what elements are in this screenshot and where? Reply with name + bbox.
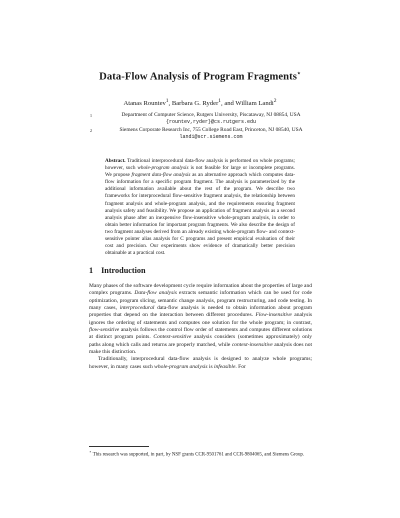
- author-name: Atanas Rountev: [123, 100, 166, 108]
- section-heading: [89, 266, 146, 275]
- affiliation-text: Siemens Corporate Research Inc, 755 College Road East, Princeton, NJ 08540, USA: [119, 127, 303, 133]
- text-run: analysis considers (sometimes approximately) only paths along which calls and returns are properly matched, while: [89, 334, 313, 348]
- abstract-label: Abstract.: [105, 158, 126, 164]
- section-title: Introduction: [101, 266, 146, 275]
- affiliation-email: {rountev,ryder}@cs.rutgers.edu: [165, 119, 256, 125]
- emphasis: whole-program analysis: [154, 363, 208, 370]
- paper-title: [0, 70, 400, 83]
- emphasis: flow-sensitive: [89, 327, 120, 334]
- affiliation-2: [90, 127, 326, 141]
- affiliation-mark: 1: [90, 113, 92, 118]
- text-run: Many phases of the software development cycle require information about the properties of large and complex programs.: [89, 283, 312, 297]
- author-list: [0, 98, 400, 107]
- emphasis: infeasible: [214, 363, 236, 370]
- abstract-emphasis: whole-program analysis: [137, 165, 189, 172]
- title-footnote-mark: ⋆: [297, 71, 301, 77]
- footnote-text: This research was supported, in part, by NSF grants CCR-9501761 and CCR-9804065, and Siemens Group.: [92, 452, 305, 458]
- text-run: Traditionally, interprocedural data-flow analysis is designed to analyze whole programs; however, in many cases such: [89, 356, 312, 370]
- author-name: Barbara G. Ryder: [171, 100, 219, 108]
- emphasis: context-insensitive: [231, 341, 273, 348]
- paragraph: [89, 283, 312, 356]
- text-run: data-flow analysis is needed to obtain information about program properties that depend on the interaction between different procedures.: [89, 305, 313, 319]
- text-run: is: [208, 363, 213, 370]
- author-separator: , and: [221, 100, 236, 108]
- footnote-mark: ⋆: [89, 449, 92, 454]
- footnote-divider: [89, 446, 149, 447]
- emphasis: Context-sensitive: [153, 334, 192, 341]
- emphasis: Data-flow analysis: [134, 290, 177, 297]
- affiliation-email: landi@scr.siemens.com: [179, 134, 243, 140]
- abstract-text: Traditional interprocedural data-flow analysis is performed on whole programs; however, such: [105, 158, 296, 172]
- affiliation-1: [90, 112, 326, 126]
- abstract-emphasis: fragment data-flow analysis: [131, 172, 191, 179]
- title-text: Data-Flow Analysis of Program Fragments: [99, 71, 298, 83]
- affiliation-text: Department of Computer Science, Rutgers University, Piscataway, NJ 08854, USA: [121, 112, 301, 118]
- author-separator: ,: [168, 100, 172, 108]
- abstract-text: is not feasible for large or incomplete programs. We propose: [105, 165, 295, 179]
- text-run: analysis ignores the ordering of statements and computes one solution for the whole program; in contrast,: [89, 312, 312, 326]
- author-name: William Landi: [235, 100, 274, 108]
- author-affil-mark: 1: [218, 98, 222, 104]
- text-run: extracts semantic information which can be used for code optimization, program slicing, semantic change analysis, program restructuring, and code testing. In many cases,: [89, 290, 313, 312]
- section-number: 1: [89, 266, 94, 275]
- emphasis: Flow-insensitive: [255, 312, 292, 319]
- intro-body: [89, 283, 312, 371]
- text-run: analysis follows the control flow order of statements and computes different solutions at distinct program points.: [89, 327, 312, 341]
- text-run: . For: [235, 363, 246, 370]
- abstract-text: as an alternative approach which computes data-flow information for a specific program fragment. The analysis is parameterized by the additional information available about the rest of the program. We describe two frameworks for interprocedural flow-sensitive fragment analysis, the relationship between fragment analysis and whole-program analysis, and the requirements ensuring fragment analysis safety and feasibility. We propose an application of fragment analysis as a second analysis phase after an inexpensive flow-insensitive whole-program analysis, in order to obtain better information for important program fragments. We also describe the design of two fragment analyses derived from an already existing whole-program flow- and context-sensitive pointer alias analysis for C programs and present empirical evaluation of their cost and precision. Our experiments show evidence of dramatically better precision obtainable at a practical cost.: [105, 172, 296, 257]
- affiliation-mark: 2: [90, 128, 92, 133]
- emphasis: interprocedural: [119, 305, 155, 312]
- author-affil-mark: 1: [165, 98, 169, 104]
- footnote: [89, 449, 312, 459]
- author-affil-mark: 2: [273, 98, 277, 104]
- paragraph: [89, 356, 312, 371]
- text-run: analysis does not make this distinction.: [89, 341, 312, 356]
- abstract: [105, 158, 295, 257]
